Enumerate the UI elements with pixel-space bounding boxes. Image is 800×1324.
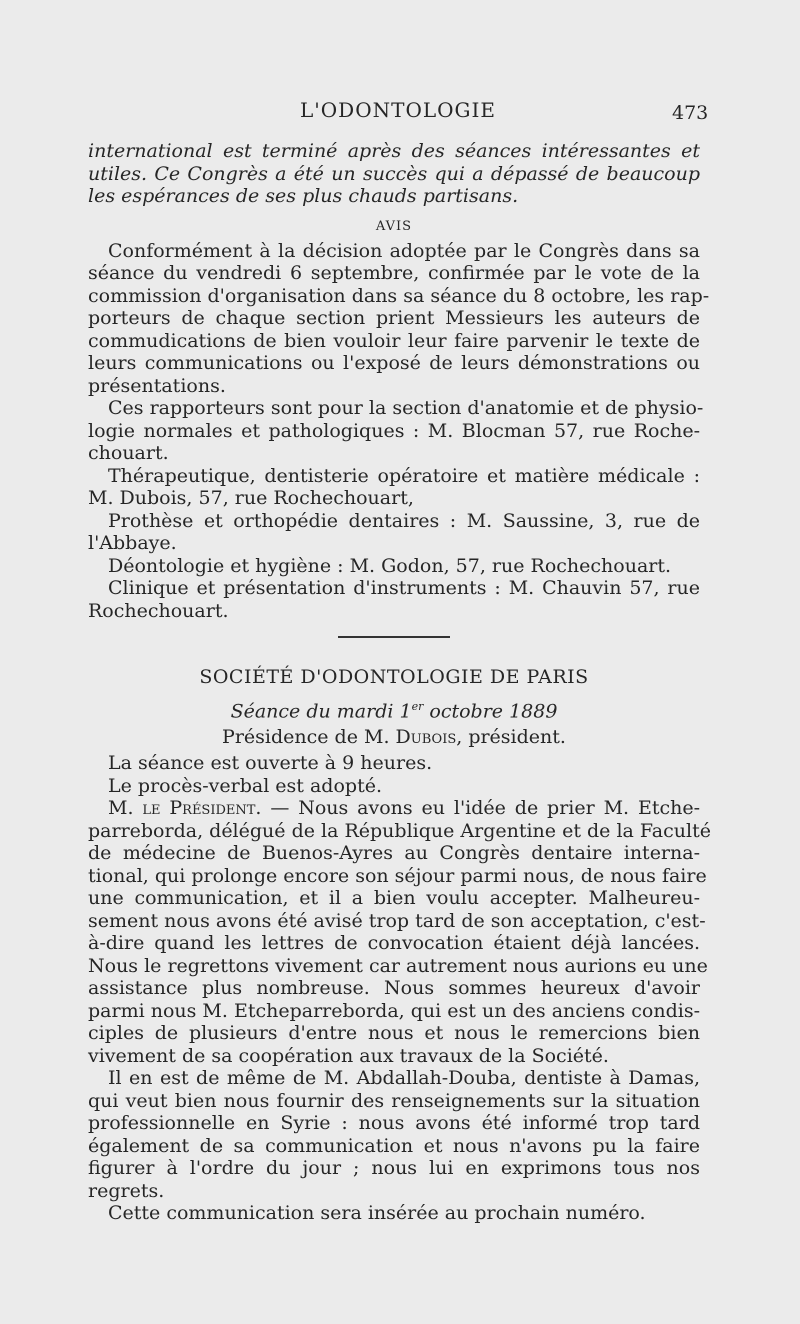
text-line: Déontologie et hygiène : M. Godon, 57, rue Rochechouart.: [108, 554, 672, 577]
seance-date: Séance du mardi 1er octobre 1889: [230, 700, 558, 723]
journal-title: L'ODONTOLOGIE: [300, 98, 496, 122]
text-line: parmi nous M. Etcheparreborda, qui est un des anciens condis-: [88, 999, 700, 1022]
text-line: une communication, et il a bien voulu accepter. Malheureu-: [88, 887, 700, 909]
president-speech-first-line: M. le Président. — Nous avons eu l'idée de prier M. Etche-: [108, 797, 701, 819]
text-line: international est terminé après des séances intéressantes et: [88, 140, 700, 162]
text-line: Nous le regrettons vivement car autrement nous aurions eu une: [88, 954, 708, 977]
text-line: utiles. Ce Congrès a été un succès qui a dépassé de beaucoup: [88, 162, 700, 185]
body-text: [88, 140, 711, 1225]
text-line: séance du vendredi 6 septembre, confirmée par le vote de la: [88, 262, 700, 284]
text-line: commudications de bien vouloir leur faire parvenir le texte de: [88, 329, 700, 352]
text-line: logie normales et pathologiques : M. Blocman 57, rue Roche-: [88, 419, 700, 442]
text-line: sement nous avons été avisé trop tard de son acceptation, c'est-: [88, 909, 706, 932]
text-line: figurer à l'ordre du jour ; nous lui en exprimons tous nos: [88, 1157, 700, 1179]
text-line: Prothèse et orthopédie dentaires : M. Saussine, 3, rue de: [108, 509, 700, 532]
running-head: [0, 98, 800, 128]
text-line: Conformément à la décision adoptée par le Congrès dans sa: [108, 239, 700, 262]
text-line: regrets.: [88, 1179, 165, 1202]
text-line: vivement de sa coopération aux travaux de la Société.: [88, 1044, 609, 1067]
avis-heading: AVIS: [375, 218, 413, 234]
text-line: M. Dubois, 57, rue Rochechouart,: [88, 487, 414, 509]
text-line: Clinique et présentation d'instruments : M. Chauvin 57, rue: [108, 577, 700, 599]
text-line: Le procès-verbal est adopté.: [108, 774, 382, 797]
text-line: Il en est de même de M. Abdallah-Douba, dentiste à Damas,: [108, 1067, 700, 1089]
text-line: l'Abbaye.: [88, 532, 177, 554]
text-line: ciples de plusieurs d'entre nous et nous le remercions bien: [88, 1022, 700, 1044]
text-line: parreborda, délégué de la République Argentine et de la Faculté: [88, 819, 711, 842]
text-line: Rochechouart.: [88, 599, 229, 622]
text-line: La séance est ouverte à 9 heures.: [108, 752, 433, 774]
presidence-line: Présidence de M. Dubois, président.: [222, 726, 566, 748]
text-line: Thérapeutique, dentisterie opératoire et matière médicale :: [108, 464, 700, 487]
text-line: également de sa communication et nous n'avons pu la faire: [88, 1134, 700, 1157]
text-line: professionnelle en Syrie : nous avons été informé trop tard: [88, 1112, 700, 1134]
text-line: qui veut bien nous fournir des renseignements sur la situation: [88, 1089, 700, 1112]
text-line: de médecine de Buenos-Ayres au Congrès dentaire interna-: [88, 842, 700, 864]
society-title: SOCIÉTÉ D'ODONTOLOGIE DE PARIS: [199, 666, 589, 688]
text-line: assistance plus nombreuse. Nous sommes heureux d'avoir: [88, 977, 700, 999]
text-line: à-dire quand les lettres de convocation étaient déjà lancées.: [88, 932, 700, 954]
text-line: Cette communication sera insérée au prochain numéro.: [108, 1202, 646, 1224]
text-line: commission d'organisation dans sa séance du 8 octobre, les rap-: [88, 284, 710, 307]
text-line: chouart.: [88, 442, 169, 464]
text-line: Ces rapporteurs sont pour la section d'anatomie et de physio-: [108, 397, 704, 419]
text-line: présentations.: [88, 374, 226, 397]
section-divider: [338, 636, 450, 638]
text-line: tional, qui prolonge encore son séjour parmi nous, de nous faire: [88, 864, 707, 887]
text-line: porteurs de chaque section prient Messieurs les auteurs de: [88, 307, 700, 329]
text-line: les espérances de ses plus chauds partisans.: [88, 185, 519, 207]
page-number: 473: [672, 102, 709, 124]
text-line: leurs communications ou l'exposé de leurs démonstrations ou: [88, 352, 700, 374]
